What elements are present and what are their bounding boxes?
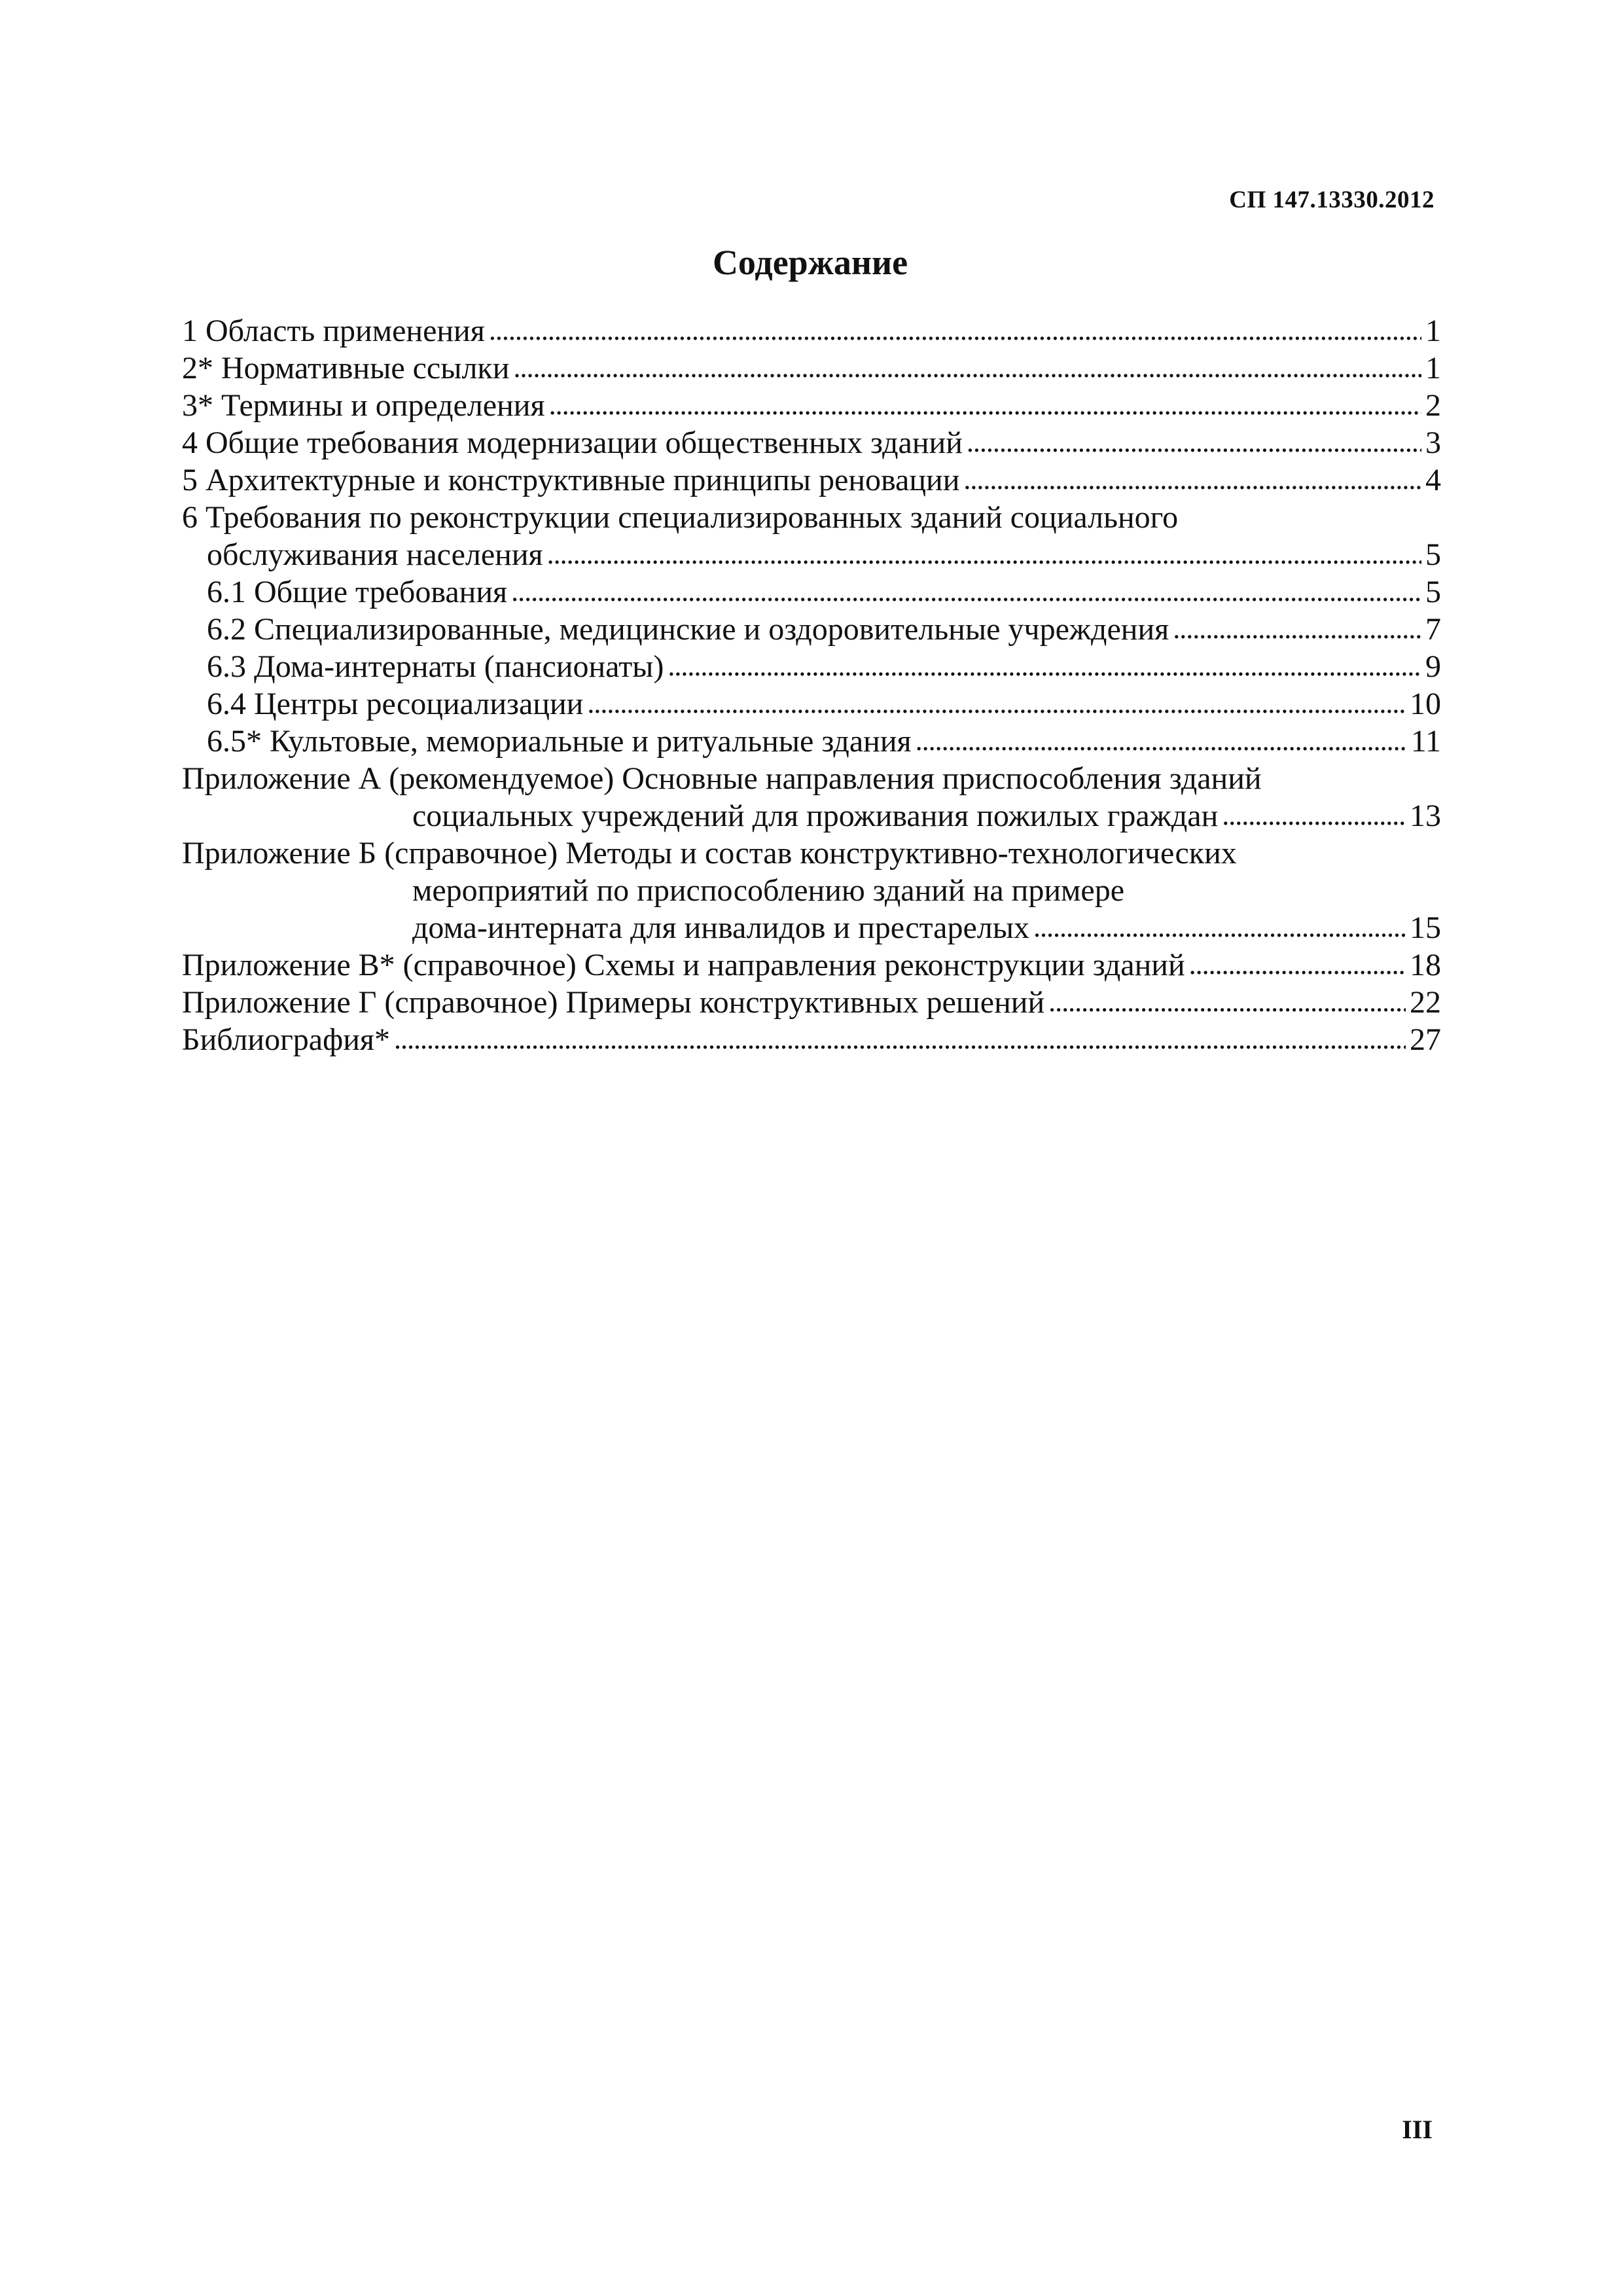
document-code: СП 147.13330.2012 xyxy=(1229,187,1435,213)
toc-entry[interactable] xyxy=(182,723,1441,760)
toc-entry-page: 18 xyxy=(1410,948,1441,982)
toc-entry-page: 22 xyxy=(1410,985,1441,1020)
dot-leader xyxy=(1189,945,1406,983)
toc-entry[interactable] xyxy=(182,424,1441,461)
toc-entry-page: 13 xyxy=(1410,798,1441,833)
dot-leader xyxy=(916,721,1407,759)
toc-entry[interactable] xyxy=(182,797,1441,834)
toc-entry-page: 5 xyxy=(1425,537,1441,572)
toc-entry[interactable] xyxy=(182,536,1441,573)
dot-leader xyxy=(511,572,1421,610)
toc-entry-page: 11 xyxy=(1410,724,1441,759)
toc-entry-page: 4 xyxy=(1425,463,1441,497)
toc-entry[interactable] xyxy=(182,984,1441,1021)
page-number: III xyxy=(1402,2115,1433,2144)
toc-entry-page: 10 xyxy=(1410,687,1441,721)
toc-entry-label: 6.4 Центры ресоциализации xyxy=(207,687,584,721)
toc-entry-label: мероприятий по приспособлению зданий на примере xyxy=(412,873,1124,908)
toc-entry-middle-line[interactable] xyxy=(182,872,1441,909)
toc-entry-label: Приложение А (рекомендуемое) Основные направления приспособления зданий xyxy=(182,761,1262,796)
toc-entry-label: 3* Термины и определения xyxy=(182,388,545,423)
toc-entry-label: Приложение Б (справочное) Методы и состав конструктивно-технологических xyxy=(182,836,1237,870)
toc-entry[interactable] xyxy=(182,573,1441,611)
toc-entry[interactable] xyxy=(182,611,1441,648)
toc-entry-label: 6 Требования по реконструкции специализированных зданий социального xyxy=(182,500,1179,535)
toc-entry-page: 3 xyxy=(1425,425,1441,460)
toc-entry-first-line[interactable] xyxy=(182,834,1441,872)
toc-entry-label: Приложение Г (справочное) Примеры конструктивных решений xyxy=(182,985,1045,1020)
page-title: Содержание xyxy=(712,243,908,282)
toc-entry-label: 4 Общие требования модернизации общественных зданий xyxy=(182,425,963,460)
dot-leader xyxy=(1033,908,1406,946)
toc-entry-label: 6.5* Культовые, мемориальные и ритуальные здания xyxy=(207,724,912,759)
toc-entry-label: 5 Архитектурные и конструктивные принципы реновации xyxy=(182,463,960,497)
dot-leader xyxy=(1222,796,1406,834)
toc-entry[interactable] xyxy=(182,946,1441,984)
dot-leader xyxy=(1173,609,1421,647)
toc-entry-label: обслуживания населения xyxy=(207,537,543,572)
dot-leader xyxy=(547,535,1421,573)
toc-entry[interactable] xyxy=(182,909,1441,946)
toc-entry-page: 15 xyxy=(1410,910,1441,945)
toc-entry[interactable] xyxy=(182,685,1441,723)
toc-entry[interactable] xyxy=(182,1021,1441,1058)
toc-entry-label: 1 Область применения xyxy=(182,314,485,348)
toc-entry-label: 6.3 Дома-интернаты (пансионаты) xyxy=(207,649,664,684)
dot-leader xyxy=(549,386,1421,423)
dot-leader xyxy=(668,647,1421,685)
toc-entry[interactable] xyxy=(182,312,1441,350)
dot-leader xyxy=(967,423,1421,461)
toc-entry-page: 1 xyxy=(1425,351,1441,386)
dot-leader xyxy=(1048,982,1406,1020)
toc-entry-page: 1 xyxy=(1425,314,1441,348)
toc-entry-first-line[interactable] xyxy=(182,499,1441,536)
toc-entry[interactable] xyxy=(182,387,1441,424)
toc-entry-label: дома-интерната для инвалидов и престарелых xyxy=(412,910,1029,945)
toc-entry-first-line[interactable] xyxy=(182,760,1441,797)
dot-leader xyxy=(963,460,1421,498)
toc-entry-page: 27 xyxy=(1410,1022,1441,1057)
toc-entry-page: 2 xyxy=(1425,388,1441,423)
toc-entry-label: социальных учреждений для проживания пожилых граждан xyxy=(412,798,1219,833)
toc-entry-page: 9 xyxy=(1425,649,1441,684)
toc-entry-page: 7 xyxy=(1425,612,1441,647)
dot-leader xyxy=(394,1020,1406,1058)
table-of-contents xyxy=(182,312,1441,1058)
dot-leader xyxy=(587,684,1406,722)
dot-leader xyxy=(489,311,1421,349)
toc-entry[interactable] xyxy=(182,648,1441,685)
dot-leader xyxy=(513,348,1421,386)
toc-entry-label: 6.1 Общие требования xyxy=(207,575,508,609)
toc-entry-label: Приложение В* (справочное) Схемы и направления реконструкции зданий xyxy=(182,948,1185,982)
toc-entry[interactable] xyxy=(182,461,1441,499)
toc-entry-label: 2* Нормативные ссылки xyxy=(182,351,510,386)
toc-entry-label: 6.2 Специализированные, медицинские и оздоровительные учреждения xyxy=(207,612,1169,647)
toc-entry-label: Библиография* xyxy=(182,1022,390,1057)
toc-entry[interactable] xyxy=(182,350,1441,387)
toc-entry-page: 5 xyxy=(1425,575,1441,609)
